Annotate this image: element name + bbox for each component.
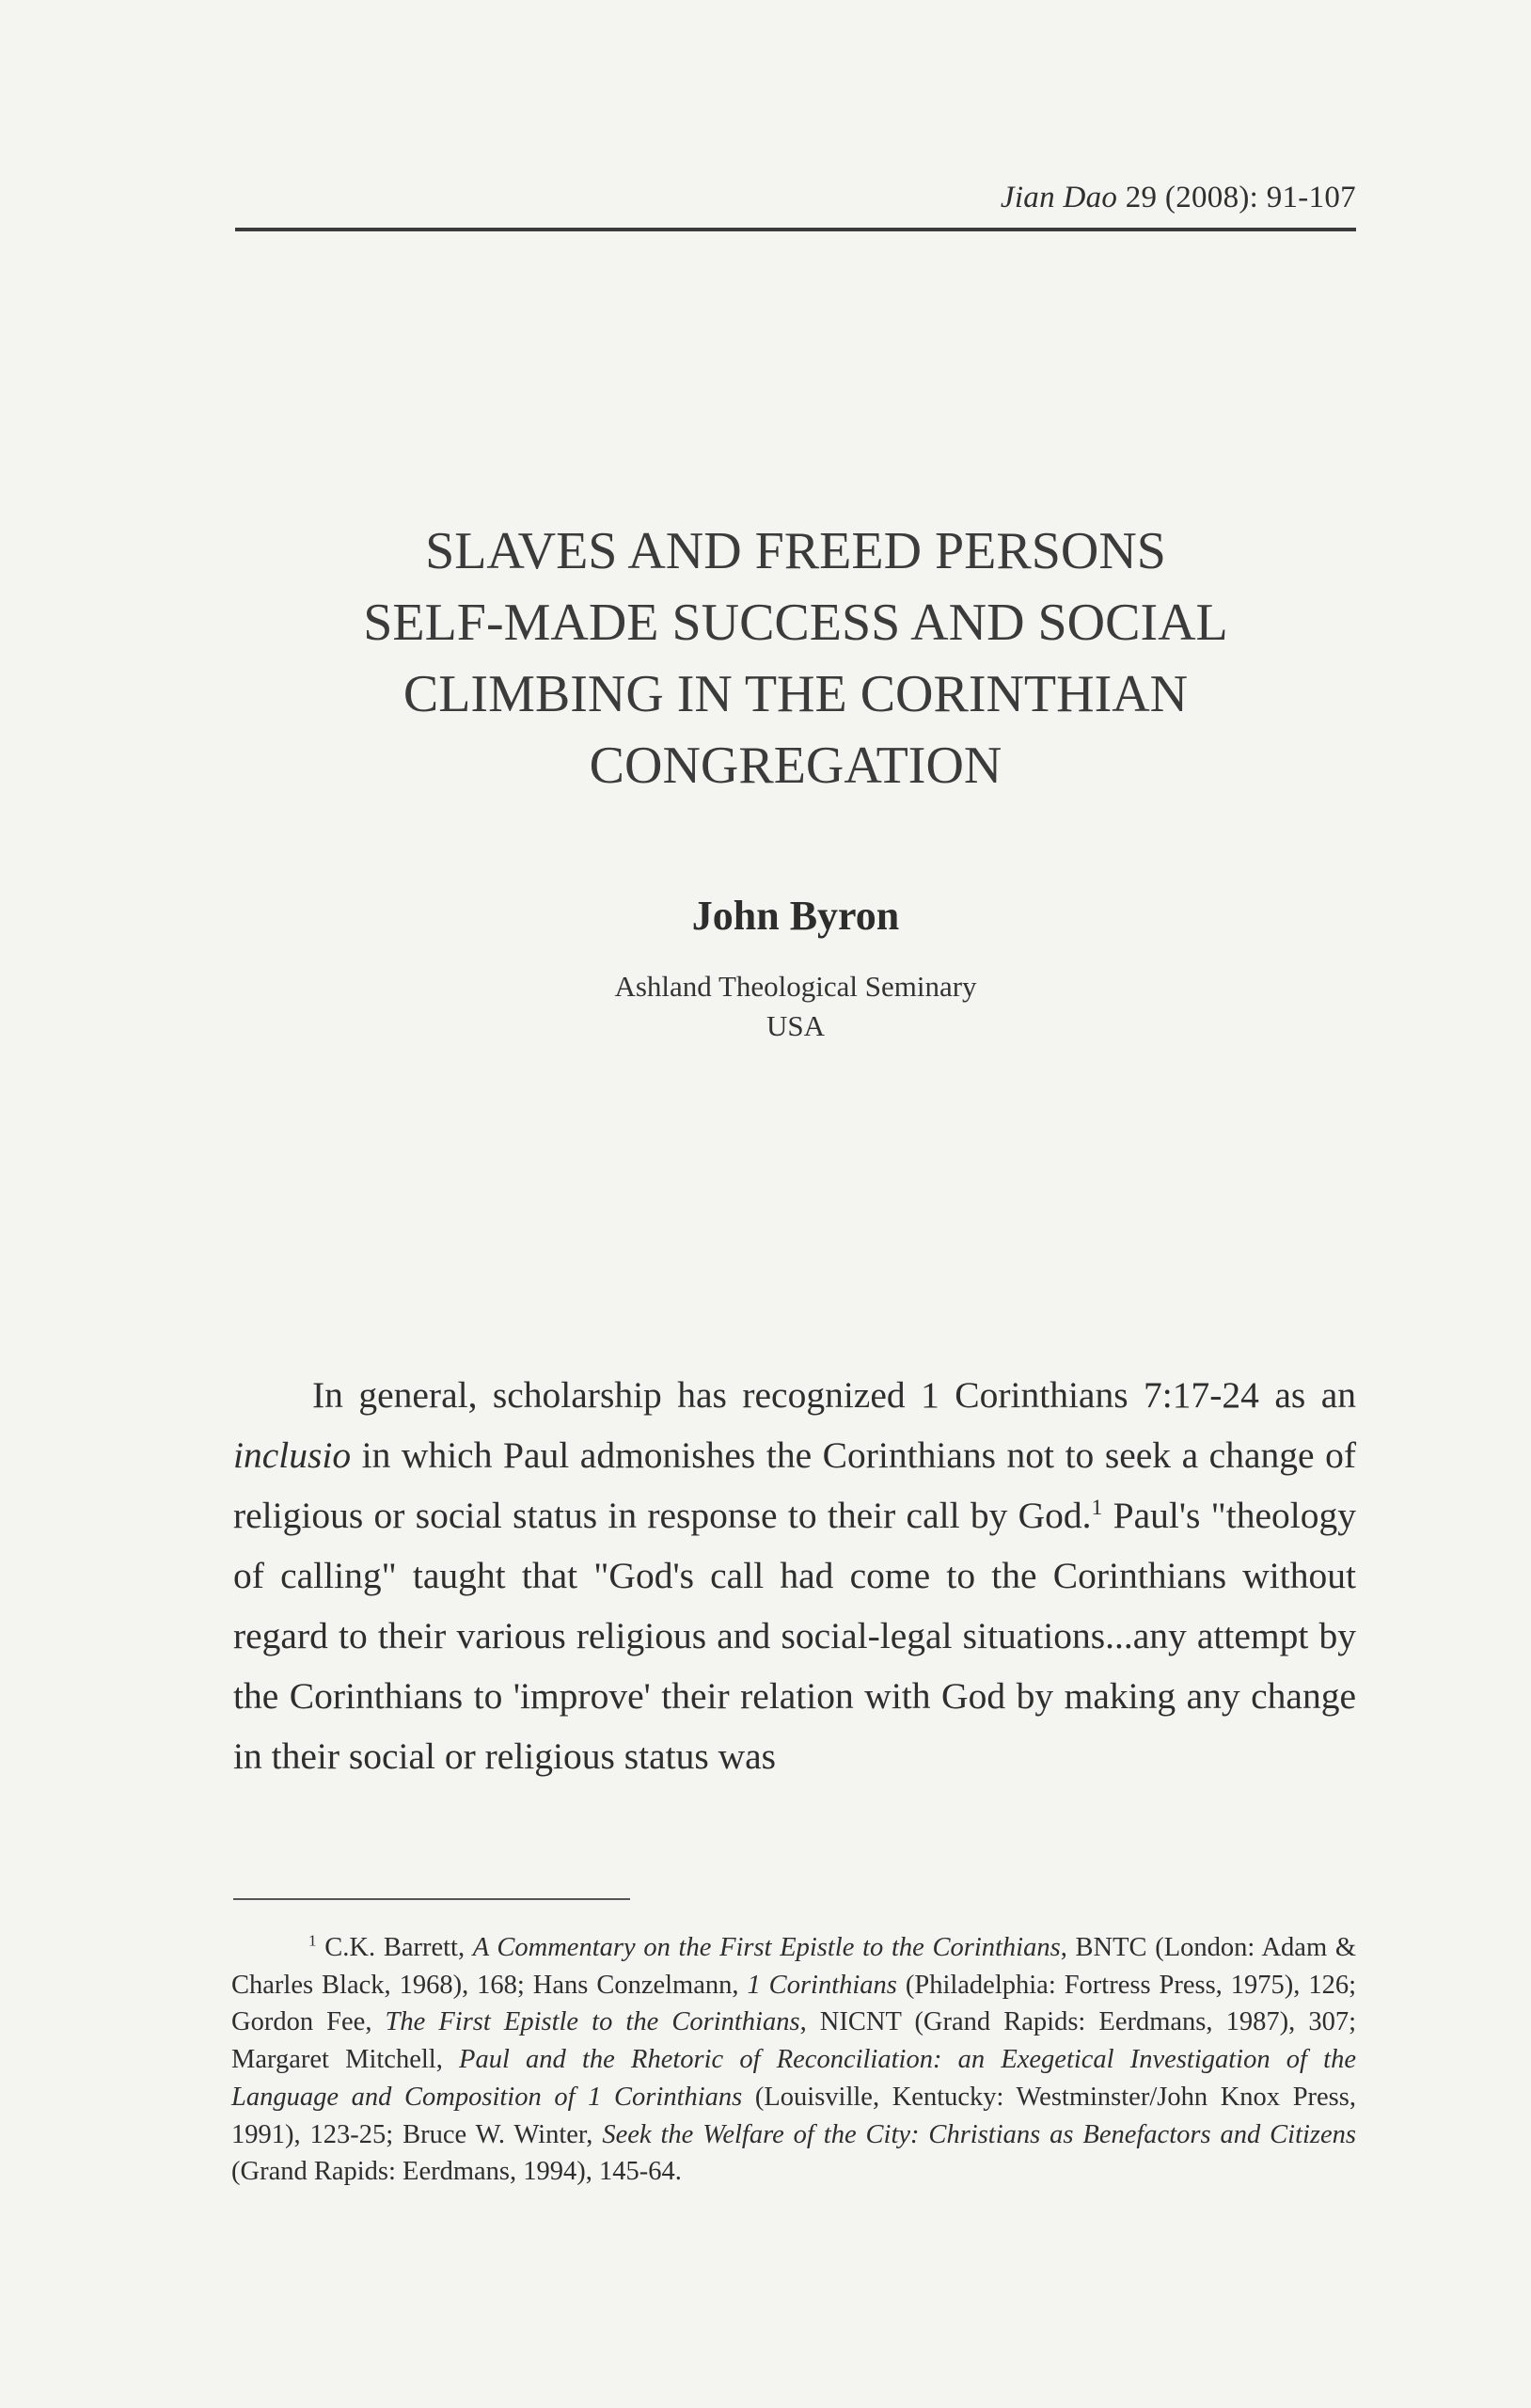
running-head (1001, 181, 1356, 215)
author-affiliation (235, 967, 1356, 1046)
body-paragraph (233, 1365, 1356, 1786)
journal-name: Jian Dao (1000, 181, 1118, 214)
footnote-separator (233, 1898, 630, 1900)
footnote-italic-title: 1 Corinthians (747, 1970, 897, 2000)
footnote-italic-title: Paul and the Rhetoric of Reconciliation: an Exegetical Investigation of the Language and Composition of 1 Corinthians (231, 2045, 1356, 2112)
title-line: SELF-MADE SUCCESS AND SOCIAL (363, 594, 1228, 652)
body-text-segment: In general, scholarship has recognized 1 Corinthians 7:17-24 as an (312, 1374, 1356, 1416)
body-text-segment: Paul's "theology of calling" taught that "God's call had come to the Corinthians without regard to their various religious and social-legal situations...any attempt by the Corinthians to 'improve' their relation with God by making any change in their social or religious status was (233, 1495, 1356, 1777)
header-rule (235, 228, 1356, 231)
footnote-text: , NICNT (Grand Rapids: Eerdmans, 1987), 307; Margaret Mitchell, (231, 2007, 1356, 2075)
body-text-segment: in which Paul admonishes the Corinthians not to seek a change of religious or social status in response to their call by God. (233, 1434, 1356, 1536)
affiliation-institution: Ashland Theological Seminary (614, 970, 977, 1003)
footnote-italic-title: Seek the Welfare of the City: Christians as Benefactors and Citizens (602, 2119, 1357, 2149)
footnote-italic-title: A Commentary on the First Epistle to the Corinthians (472, 1933, 1061, 1962)
footnote-text: C.K. Barrett, (316, 1933, 473, 1962)
article-title (235, 515, 1356, 801)
footnote-reference: 1 (1091, 1495, 1103, 1520)
footnote-text: (Louisville, Kentucky: Westminster/John Knox Press, 1991), 123-25; Bruce W. Winter, (231, 2082, 1356, 2149)
footnote-text: (Philadelphia: Fortress Press, 1975), 126; Gordon Fee, (231, 1970, 1357, 2037)
title-line: CONGREGATION (589, 737, 1002, 795)
title-line: SLAVES AND FREED PERSONS (425, 522, 1166, 580)
title-line: CLIMBING IN THE CORINTHIAN (402, 665, 1189, 723)
affiliation-country: USA (766, 1009, 825, 1042)
footnote-text: , BNTC (London: Adam & Charles Black, 1968), 168; Hans Conzelmann, (231, 1933, 1357, 2000)
footnote-marker: 1 (308, 1931, 317, 1950)
footnote-italic-title: The First Epistle to the Corinthians (385, 2007, 800, 2037)
footnote-text: (Grand Rapids: Eerdmans, 1994), 145-64. (231, 2157, 682, 2187)
journal-citation: 29 (2008): 91-107 (1125, 181, 1356, 214)
author-name: John Byron (691, 893, 900, 939)
footnote-1 (231, 1929, 1356, 2191)
body-italic-term: inclusio (233, 1434, 352, 1476)
